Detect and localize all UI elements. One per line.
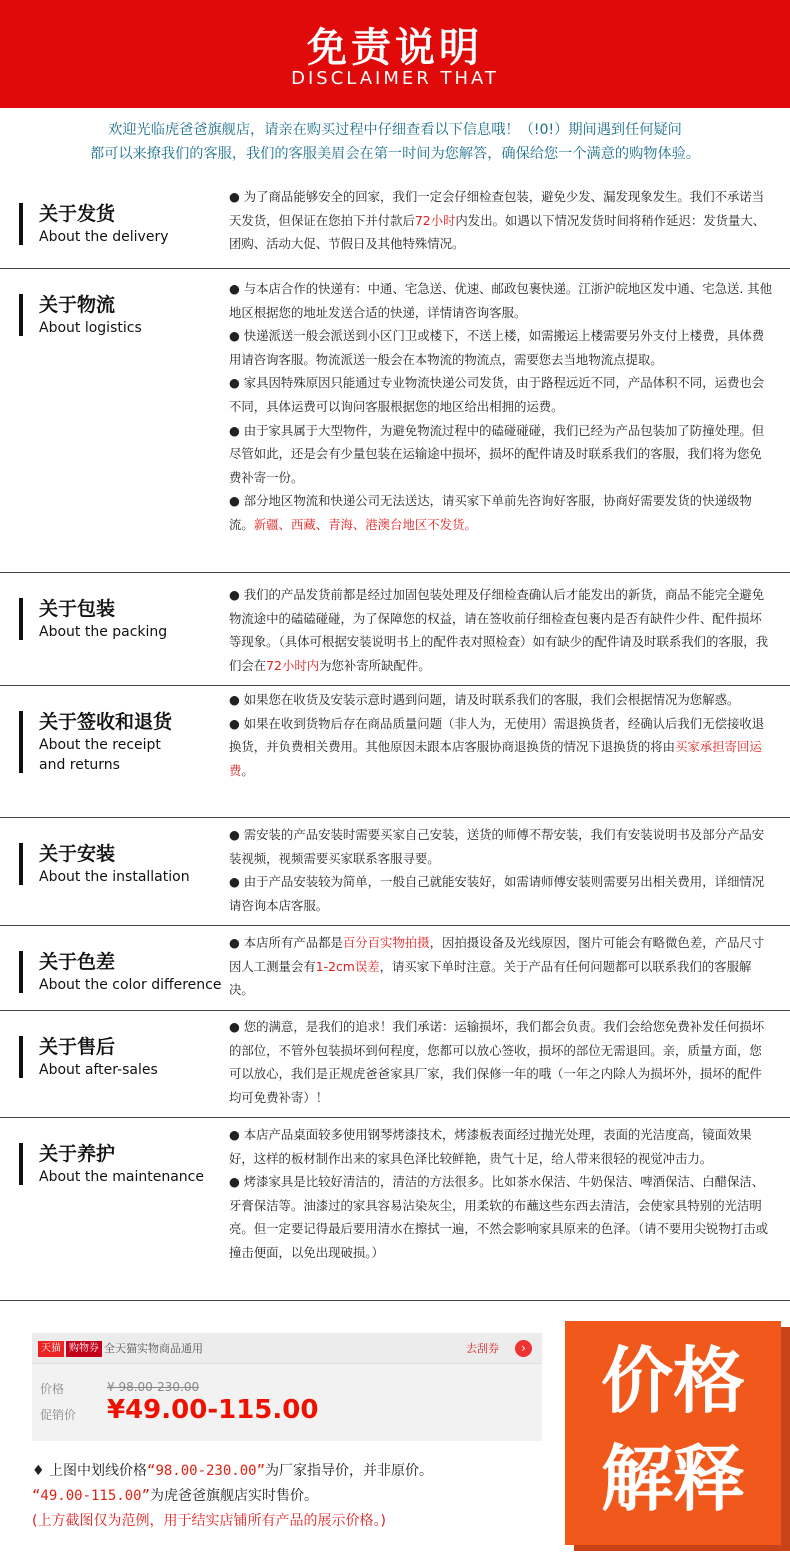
section <box>0 573 790 686</box>
section-marker <box>19 951 23 993</box>
coupon-link[interactable]: 去刮券 <box>466 1342 499 1355</box>
banner-subtitle: DISCLAIMER THAT <box>291 68 499 89</box>
note-text: 为厂家指导价，并非原价。 <box>265 1463 434 1479</box>
highlight-text: 72小时 <box>414 212 456 228</box>
text-segment: ● 为了商品能够安全的回家，我们一定会仔细检查包装，避免少发、漏发现象发生。我们不承诺当天发货，但保证在您拍下并付款后 <box>229 189 765 228</box>
text-segment: ● 我们的产品发货前都是经过加固包装处理及仔细检查确认后才能发出的新货，商品不能完全避免物流途中的磕磕碰碰，为了保障您的权益，请在签收前仔细检查包裹内是否有缺件少件、配件损坏等现象。（具体可根据安装说明书上的配件表对照检查）如有缺少的配件请及时联系我们的客服，我们会在 <box>229 587 768 673</box>
section-marker <box>19 1036 23 1078</box>
section-title: 关于签收和退货 <box>39 711 173 733</box>
promo-price-label: 促销价 <box>40 1408 77 1422</box>
promo-price: ¥49.00-115.00 <box>107 1395 319 1425</box>
section-title: 关于发货 <box>39 203 116 225</box>
badge-line: 价格 <box>600 1339 745 1423</box>
text-segment: ● 烤漆家具是比较好清洁的，清洁的方法很多。比如茶水保洁、牛奶保洁、啤酒保洁、白醋保洁、牙膏保洁等。油漆过的家具容易沾染灰尘，用柔软的布蘸这些东西去清洁，会使家具特别的光洁明亮。但一定要记得最后要用清水在擦拭一遍，不然会影响家具原来的色泽。（请不要用尖锐物打击或撞击便面，以免出现破损。） <box>229 1174 768 1260</box>
section <box>0 1118 790 1301</box>
section-subtitle: About logistics <box>39 320 142 336</box>
section-body <box>229 1123 774 1265</box>
text-segment: 内发出。如遇以下情况发货时间将稍作延迟：发货量大、团购、活动大促、节假日及其他特殊情况。 <box>229 212 766 252</box>
section-title: 关于养护 <box>39 1143 116 1165</box>
note-quote: “98.00-230.00” <box>147 1463 266 1479</box>
section-marker <box>19 203 23 245</box>
section-heading <box>39 1141 204 1187</box>
paragraph <box>229 324 774 371</box>
paragraph <box>229 1123 774 1170</box>
paragraph <box>229 419 774 490</box>
price-explain-badge <box>565 1321 781 1545</box>
highlight-text: 72小时内 <box>266 657 320 673</box>
section-body <box>229 185 774 256</box>
text-segment: ● 快递派送一般会派送到小区门卫或楼下，不送上楼，如需搬运上楼需要另外支付上楼费，具体费用请咨询客服。物流派送一般会在本物流的物流点，需要您去当地物流点提取。 <box>229 328 765 367</box>
text-segment: ，请买家下单时注意。关于产品有任何问题都可以联系我们的客服解决。 <box>229 958 752 998</box>
section-subtitle: About the packing <box>39 624 168 640</box>
section-heading <box>39 1034 158 1080</box>
paragraph <box>229 931 774 1002</box>
section-body <box>229 688 774 782</box>
section-heading <box>39 709 172 775</box>
price-notes <box>32 1459 562 1534</box>
coupon-description: 全天猫实物商品通用 <box>104 1342 203 1355</box>
section-title: 关于售后 <box>39 1036 116 1058</box>
tmall-logo: 天猫 <box>38 1341 64 1357</box>
note-quote: “49.00-115.00” <box>32 1488 151 1504</box>
section <box>0 178 790 269</box>
section-subtitle: About the receipt <box>39 737 161 753</box>
text-segment: ● 家具因特殊原因只能通过专业物流快递公司发货，由于路程远近不同，产品体积不同，运费也会不同，具体运费可以询问客服根据您的地区给出相拥的运费。 <box>229 375 765 414</box>
section-heading <box>39 292 142 338</box>
section <box>0 1011 790 1118</box>
paragraph <box>229 489 774 536</box>
section-marker <box>19 1143 23 1185</box>
section-body <box>229 823 774 917</box>
text-segment: ● 如果您在收货及安装示意时遇到问题，请及时联系我们的客服，我们会根据情况为您解惑。 <box>229 692 740 707</box>
section-subtitle: and returns <box>39 757 120 773</box>
arrow-right-icon[interactable]: › <box>515 1340 532 1357</box>
section-body <box>229 583 774 677</box>
note-disclaimer: (上方截图仅为范例，用于结实店铺所有产品的展示价格。) <box>32 1513 386 1529</box>
coupon-bar <box>32 1333 542 1364</box>
highlight-text: 1-2cm误差 <box>315 958 380 974</box>
paragraph <box>229 277 774 324</box>
section-body <box>229 1015 774 1109</box>
section-subtitle: About the maintenance <box>39 1169 204 1185</box>
text-segment: 。 <box>241 762 254 778</box>
section-heading <box>39 841 190 887</box>
text-segment: ● 本店所有产品都是 <box>229 935 343 950</box>
paragraph <box>229 870 774 917</box>
banner <box>0 0 790 108</box>
highlight-text: 新疆、西藏、青海、港澳台地区不发货。 <box>253 516 477 532</box>
section-title: 关于物流 <box>39 294 116 316</box>
text-segment: ● 由于家具属于大型物件，为避免物流过程中的磕碰碰碰，我们已经为产品包装加了防撞处理。但尽管如此，还是会有少量包装在运输途中损坏，损坏的配件请及时联系我们的客服，我们将为您免费补寄一份。 <box>229 422 765 485</box>
intro-text <box>0 118 790 166</box>
paragraph <box>229 823 774 870</box>
paragraph <box>229 583 774 677</box>
paragraph <box>229 1015 774 1109</box>
price-screenshot <box>32 1333 542 1441</box>
section-body <box>229 277 774 537</box>
note-text: 为虎爸爸旗舰店实时售价。 <box>150 1488 319 1504</box>
text-segment: ● 如果在收到货物后存在商品质量问题（非人为，无使用）需退换货者，经确认后我们无偿接收退换货，并负费相关费用。其他原因未跟本店客服协商退换货的情况下退换货的将由 <box>229 715 765 755</box>
section-title: 关于色差 <box>39 951 116 973</box>
highlight-text: 百分百实物拍摄 <box>342 935 430 950</box>
section-heading <box>39 596 167 642</box>
section-subtitle: About the color difference <box>39 977 222 993</box>
text-segment: ● 部分地区物流和快递公司无法送达，请买家下单前先咨询好客服，协商好需要发货的快递级物流。 <box>229 493 752 532</box>
paragraph <box>229 185 774 256</box>
section <box>0 818 790 926</box>
section-title: 关于安装 <box>39 843 116 865</box>
section-heading <box>39 949 221 995</box>
paragraph <box>229 688 774 712</box>
paragraph <box>229 712 774 783</box>
section-heading <box>39 201 169 247</box>
text-segment: ，因拍摄设备及光线原因，图片可能会有略微色差，产品尺寸因人工测量会有 <box>229 935 765 974</box>
section-marker <box>19 294 23 336</box>
section <box>0 686 790 818</box>
text-segment: 为您补寄所缺配件。 <box>319 657 431 673</box>
original-price: ¥ 98.00-230.00 <box>107 1380 200 1394</box>
coupon-tag: 购物券 <box>66 1341 102 1357</box>
intro-line: 都可以来撩我们的客服，我们的客服美眉会在第一时间为您解答，确保给您一个满意的购物体验。 <box>89 146 701 162</box>
banner-title: 免责说明 <box>307 25 483 71</box>
paragraph <box>229 371 774 418</box>
section-subtitle: About after-sales <box>39 1062 158 1078</box>
note-text: ♦ 上图中划线价格 <box>32 1463 148 1479</box>
price-label: 价格 <box>40 1382 65 1396</box>
section-subtitle: About the installation <box>39 869 190 885</box>
intro-line: 欢迎光临虎爸爸旗舰店，请亲在购买过程中仔细查看以下信息哦！（!0!）期间遇到任何疑问 <box>108 122 682 138</box>
section-title: 关于包装 <box>39 598 116 620</box>
section-marker <box>19 843 23 885</box>
text-segment: ● 您的满意，是我们的追求！我们承诺：运输损坏，我们都会负责。我们会给您免费补发任何损坏的部位，不管外包装损坏到何程度，您都可以放心签收，损坏的部位无需退回。亲，质量方面，您可以放心，我们是正规虎爸爸家具厂家，我们保修一年的哦（一年之内除人为损坏外，损坏的配件均可免费补寄）！ <box>229 1019 765 1105</box>
badge-line: 解释 <box>600 1437 745 1521</box>
section-marker <box>19 598 23 640</box>
text-segment: ● 与本店合作的快递有：中通、宅急送、优速、邮政包裹快递。江浙沪皖地区发中通、宅急送. 其他地区根据您的地址发送合适的快递，详情请咨询客服。 <box>229 281 773 320</box>
text-segment: ● 由于产品安装较为简单，一般自己就能安装好，如需请师傅安装则需要另出相关费用，详细情况请咨询本店客服。 <box>229 874 765 913</box>
section-subtitle: About the delivery <box>39 229 169 245</box>
section-marker <box>19 711 23 773</box>
text-segment: ● 本店产品桌面较多使用钢琴烤漆技术，烤漆板表面经过抛光处理，表面的光洁度高，镜面效果好，这样的板材制作出来的家具色泽比较鲜艳，贵气十足，给人带来很轻的视觉冲击力。 <box>229 1127 752 1166</box>
paragraph <box>229 1170 774 1264</box>
highlight-text: 买家承担寄回运费 <box>229 739 762 778</box>
section <box>0 269 790 573</box>
text-segment: ● 需安装的产品安装时需要买家自己安装，送货的师傅不帮安装，我们有安装说明书及部分产品安装视频，视频需要买家联系客服寻要。 <box>229 827 765 866</box>
section-body <box>229 931 774 1002</box>
section <box>0 926 790 1011</box>
